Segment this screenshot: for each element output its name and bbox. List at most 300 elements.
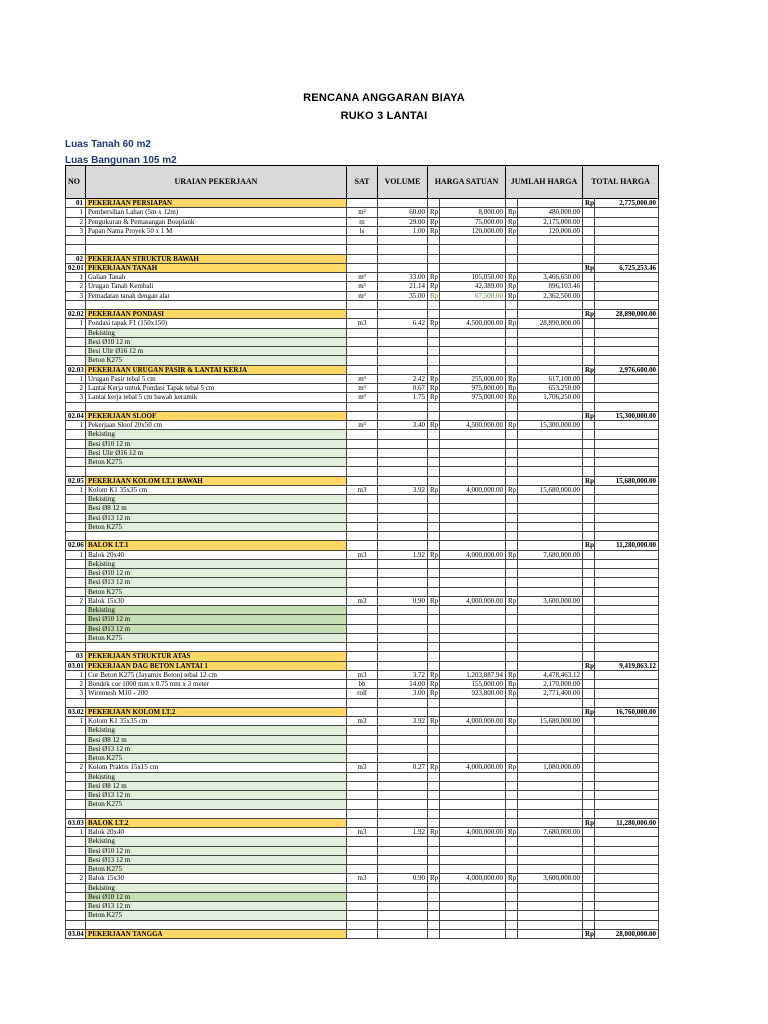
row-description: Besi Ø13 12 m bbox=[86, 744, 347, 753]
row-amount bbox=[518, 800, 583, 809]
row-currency-amount bbox=[506, 837, 518, 846]
row-unit bbox=[347, 337, 378, 346]
subitem-row bbox=[66, 430, 659, 439]
col-header-jumlah-harga: JUMLAH HARGA bbox=[506, 166, 583, 199]
row-number: 1 bbox=[66, 828, 86, 837]
row-unit: m3 bbox=[347, 670, 378, 679]
row-currency-unit-price bbox=[428, 883, 440, 892]
row-number: 2 bbox=[66, 680, 86, 689]
row-currency-amount bbox=[506, 754, 518, 763]
row-description: Cor Beton K275 (Jayamix Beton) tebal 12 cm bbox=[86, 670, 347, 679]
row-unit bbox=[347, 245, 378, 254]
row-number: 3 bbox=[66, 291, 86, 300]
row-currency-total bbox=[583, 920, 595, 929]
row-amount bbox=[518, 726, 583, 735]
row-volume bbox=[378, 532, 428, 541]
row-currency-total bbox=[583, 254, 595, 263]
row-volume bbox=[378, 781, 428, 790]
subitem-row bbox=[66, 726, 659, 735]
row-volume: 1.75 bbox=[378, 393, 428, 402]
row-amount: 3,600,000.00 bbox=[518, 596, 583, 605]
row-amount bbox=[518, 754, 583, 763]
row-currency-amount bbox=[506, 735, 518, 744]
row-currency-total bbox=[583, 236, 595, 245]
row-currency-unit-price bbox=[428, 643, 440, 652]
row-currency-amount bbox=[506, 430, 518, 439]
row-currency-total: Rp bbox=[583, 929, 595, 938]
row-currency-total: Rp bbox=[583, 818, 595, 827]
subitem-row bbox=[66, 606, 659, 615]
row-currency-amount bbox=[506, 902, 518, 911]
item-row bbox=[66, 393, 659, 402]
row-currency-unit-price bbox=[428, 532, 440, 541]
row-volume bbox=[378, 199, 428, 208]
row-amount bbox=[518, 643, 583, 652]
row-number bbox=[66, 300, 86, 309]
row-total bbox=[595, 855, 659, 864]
row-unit-price bbox=[440, 615, 506, 624]
row-number: 2 bbox=[66, 596, 86, 605]
row-description: Wiremesh M10 - 200 bbox=[86, 689, 347, 698]
row-description: Besi Ø13 12 m bbox=[86, 855, 347, 864]
row-description: Bekisting bbox=[86, 726, 347, 735]
row-amount bbox=[518, 929, 583, 938]
row-currency-unit-price bbox=[428, 624, 440, 633]
row-unit-price bbox=[440, 356, 506, 365]
row-number bbox=[66, 448, 86, 457]
row-number bbox=[66, 578, 86, 587]
subitem-row bbox=[66, 754, 659, 763]
subitem-row bbox=[66, 448, 659, 457]
section-row bbox=[66, 365, 659, 374]
row-unit-price: 4,000,000.00 bbox=[440, 717, 506, 726]
row-total: 16,760,000.00 bbox=[595, 707, 659, 716]
subitem-row bbox=[66, 578, 659, 587]
subitem-row bbox=[66, 495, 659, 504]
row-number bbox=[66, 624, 86, 633]
row-description: Besi Ø10 12 m bbox=[86, 569, 347, 578]
row-currency-total bbox=[583, 245, 595, 254]
row-currency-total bbox=[583, 393, 595, 402]
row-unit bbox=[347, 587, 378, 596]
row-volume: 3.40 bbox=[378, 421, 428, 430]
row-number bbox=[66, 772, 86, 781]
row-currency-amount bbox=[506, 883, 518, 892]
row-unit-price: 975,000.00 bbox=[440, 384, 506, 393]
row-currency-total: Rp bbox=[583, 310, 595, 319]
row-total: 28,000,000.00 bbox=[595, 929, 659, 938]
subitem-row bbox=[66, 328, 659, 337]
row-description: Besi Ulir Ø16 12 m bbox=[86, 347, 347, 356]
row-volume bbox=[378, 698, 428, 707]
row-currency-amount: Rp bbox=[506, 208, 518, 217]
row-description: Bekisting bbox=[86, 430, 347, 439]
blank-row bbox=[66, 809, 659, 818]
row-amount bbox=[518, 458, 583, 467]
subitem-row bbox=[66, 846, 659, 855]
row-number bbox=[66, 606, 86, 615]
row-unit-price: 4,000,000.00 bbox=[440, 763, 506, 772]
row-currency-amount bbox=[506, 920, 518, 929]
item-row bbox=[66, 319, 659, 328]
row-volume: 6.42 bbox=[378, 319, 428, 328]
row-currency-total bbox=[583, 522, 595, 531]
row-currency-total: Rp bbox=[583, 365, 595, 374]
subitem-row bbox=[66, 633, 659, 642]
row-currency-amount: Rp bbox=[506, 226, 518, 235]
row-total bbox=[595, 374, 659, 383]
row-currency-unit-price: Rp bbox=[428, 670, 440, 679]
row-number: 03 bbox=[66, 652, 86, 661]
row-description: BALOK LT.1 bbox=[86, 541, 347, 550]
row-amount: 2,771,400.00 bbox=[518, 689, 583, 698]
row-amount bbox=[518, 541, 583, 550]
row-description: Bekisting bbox=[86, 772, 347, 781]
row-currency-total bbox=[583, 319, 595, 328]
row-currency-unit-price bbox=[428, 458, 440, 467]
row-description: PEKERJAAN KOLOM LT.1 BAWAH bbox=[86, 476, 347, 485]
section-row bbox=[66, 541, 659, 550]
row-description bbox=[86, 236, 347, 245]
subitem-row bbox=[66, 791, 659, 800]
row-amount bbox=[518, 328, 583, 337]
row-currency-amount: Rp bbox=[506, 319, 518, 328]
row-currency-amount: Rp bbox=[506, 763, 518, 772]
row-volume bbox=[378, 883, 428, 892]
row-amount bbox=[518, 310, 583, 319]
item-row bbox=[66, 874, 659, 883]
row-currency-unit-price bbox=[428, 522, 440, 531]
subitem-row bbox=[66, 356, 659, 365]
section-row bbox=[66, 254, 659, 263]
row-volume: 35.00 bbox=[378, 291, 428, 300]
row-total bbox=[595, 902, 659, 911]
row-unit-price bbox=[440, 754, 506, 763]
row-unit bbox=[347, 328, 378, 337]
row-volume bbox=[378, 559, 428, 568]
row-volume bbox=[378, 735, 428, 744]
row-unit-price bbox=[440, 495, 506, 504]
row-volume bbox=[378, 587, 428, 596]
row-amount bbox=[518, 254, 583, 263]
row-number: 1 bbox=[66, 319, 86, 328]
row-unit bbox=[347, 300, 378, 309]
row-description: Besi Ø10 12 m bbox=[86, 337, 347, 346]
row-unit-price bbox=[440, 430, 506, 439]
row-unit: m3 bbox=[347, 828, 378, 837]
row-currency-unit-price: Rp bbox=[428, 226, 440, 235]
row-number bbox=[66, 837, 86, 846]
row-volume bbox=[378, 347, 428, 356]
row-description: Besi Ø10 12 m bbox=[86, 439, 347, 448]
row-currency-total bbox=[583, 328, 595, 337]
row-currency-total bbox=[583, 902, 595, 911]
row-unit-price bbox=[440, 458, 506, 467]
row-number: 1 bbox=[66, 374, 86, 383]
row-number: 2 bbox=[66, 384, 86, 393]
row-currency-amount bbox=[506, 458, 518, 467]
row-volume bbox=[378, 522, 428, 531]
row-unit bbox=[347, 781, 378, 790]
row-unit: m³ bbox=[347, 273, 378, 282]
row-volume bbox=[378, 661, 428, 670]
row-total bbox=[595, 393, 659, 402]
row-description: Beton K275 bbox=[86, 911, 347, 920]
row-currency-total bbox=[583, 633, 595, 642]
row-amount bbox=[518, 300, 583, 309]
row-unit: m3 bbox=[347, 485, 378, 494]
row-number bbox=[66, 883, 86, 892]
row-volume bbox=[378, 911, 428, 920]
row-total bbox=[595, 911, 659, 920]
row-currency-amount: Rp bbox=[506, 680, 518, 689]
row-total bbox=[595, 883, 659, 892]
row-number: 01 bbox=[66, 199, 86, 208]
row-currency-unit-price bbox=[428, 513, 440, 522]
row-currency-total bbox=[583, 467, 595, 476]
row-currency-amount bbox=[506, 633, 518, 642]
row-volume bbox=[378, 495, 428, 504]
row-currency-unit-price: Rp bbox=[428, 374, 440, 383]
row-total: 28,890,000.00 bbox=[595, 310, 659, 319]
row-number bbox=[66, 754, 86, 763]
row-currency-unit-price bbox=[428, 310, 440, 319]
row-description: PEKERJAAN TANGGA bbox=[86, 929, 347, 938]
row-unit-price: 4,000,000.00 bbox=[440, 828, 506, 837]
row-total bbox=[595, 874, 659, 883]
row-currency-total bbox=[583, 504, 595, 513]
row-total bbox=[595, 245, 659, 254]
row-currency-amount bbox=[506, 818, 518, 827]
blank-row bbox=[66, 245, 659, 254]
subitem-row bbox=[66, 504, 659, 513]
row-unit-price: 8,000.00 bbox=[440, 208, 506, 217]
row-unit bbox=[347, 633, 378, 642]
row-currency-unit-price bbox=[428, 236, 440, 245]
row-total bbox=[595, 689, 659, 698]
row-currency-amount bbox=[506, 337, 518, 346]
row-currency-unit-price bbox=[428, 495, 440, 504]
item-row bbox=[66, 208, 659, 217]
row-currency-amount bbox=[506, 643, 518, 652]
row-total bbox=[595, 643, 659, 652]
row-currency-amount bbox=[506, 652, 518, 661]
row-number: 02.06 bbox=[66, 541, 86, 550]
row-unit: m bbox=[347, 217, 378, 226]
row-description: PEKERJAAN SLOOF bbox=[86, 411, 347, 420]
row-currency-amount bbox=[506, 411, 518, 420]
row-total bbox=[595, 550, 659, 559]
row-currency-total bbox=[583, 217, 595, 226]
row-unit-price bbox=[440, 707, 506, 716]
row-amount bbox=[518, 661, 583, 670]
row-unit bbox=[347, 791, 378, 800]
row-volume bbox=[378, 402, 428, 411]
row-unit-price bbox=[440, 365, 506, 374]
row-volume: 1.00 bbox=[378, 226, 428, 235]
row-currency-amount bbox=[506, 606, 518, 615]
table-header-row bbox=[66, 166, 659, 199]
row-volume: 0.90 bbox=[378, 874, 428, 883]
row-unit-price bbox=[440, 606, 506, 615]
row-currency-total bbox=[583, 726, 595, 735]
row-number: 3 bbox=[66, 226, 86, 235]
row-number: 02.01 bbox=[66, 263, 86, 272]
row-total bbox=[595, 680, 659, 689]
row-description: PEKERJAAN TANAH bbox=[86, 263, 347, 272]
row-currency-unit-price bbox=[428, 245, 440, 254]
row-currency-total bbox=[583, 892, 595, 901]
row-total bbox=[595, 670, 659, 679]
row-currency-total bbox=[583, 337, 595, 346]
row-total bbox=[595, 208, 659, 217]
row-unit-price bbox=[440, 522, 506, 531]
row-amount: 120,000.00 bbox=[518, 226, 583, 235]
row-amount bbox=[518, 624, 583, 633]
row-volume: 0.90 bbox=[378, 596, 428, 605]
row-volume bbox=[378, 513, 428, 522]
item-row bbox=[66, 282, 659, 291]
subitem-row bbox=[66, 458, 659, 467]
row-unit-price bbox=[440, 476, 506, 485]
row-unit bbox=[347, 411, 378, 420]
document-title: RENCANA ANGGARAN BIAYA bbox=[303, 92, 465, 104]
row-unit-price: 4,000,000.00 bbox=[440, 485, 506, 494]
row-currency-amount bbox=[506, 199, 518, 208]
row-unit bbox=[347, 652, 378, 661]
row-volume bbox=[378, 467, 428, 476]
row-unit-price bbox=[440, 513, 506, 522]
row-total bbox=[595, 328, 659, 337]
row-currency-amount bbox=[506, 541, 518, 550]
row-currency-unit-price bbox=[428, 439, 440, 448]
blank-row bbox=[66, 467, 659, 476]
row-currency-unit-price bbox=[428, 735, 440, 744]
blank-row bbox=[66, 920, 659, 929]
row-total bbox=[595, 717, 659, 726]
row-currency-unit-price bbox=[428, 559, 440, 568]
row-currency-total bbox=[583, 652, 595, 661]
row-description: Bekisting bbox=[86, 883, 347, 892]
row-currency-amount: Rp bbox=[506, 670, 518, 679]
subitem-row bbox=[66, 513, 659, 522]
item-row bbox=[66, 828, 659, 837]
row-number bbox=[66, 855, 86, 864]
row-unit-price bbox=[440, 504, 506, 513]
row-currency-amount bbox=[506, 855, 518, 864]
blank-row bbox=[66, 300, 659, 309]
row-total bbox=[595, 448, 659, 457]
row-currency-unit-price: Rp bbox=[428, 874, 440, 883]
row-unit bbox=[347, 846, 378, 855]
row-amount bbox=[518, 892, 583, 901]
row-description: Beton K275 bbox=[86, 587, 347, 596]
row-unit bbox=[347, 310, 378, 319]
row-total bbox=[595, 772, 659, 781]
row-description: Besi Ulir Ø16 12 m bbox=[86, 448, 347, 457]
row-volume bbox=[378, 643, 428, 652]
row-currency-amount bbox=[506, 236, 518, 245]
row-currency-amount bbox=[506, 624, 518, 633]
row-volume bbox=[378, 652, 428, 661]
row-currency-total bbox=[583, 874, 595, 883]
row-currency-amount bbox=[506, 911, 518, 920]
row-description: Lantai Kerja untuk Pondasi Tapak tebal 5 cm bbox=[86, 384, 347, 393]
row-currency-total bbox=[583, 384, 595, 393]
row-currency-unit-price bbox=[428, 365, 440, 374]
row-total bbox=[595, 809, 659, 818]
section-row bbox=[66, 818, 659, 827]
blank-row bbox=[66, 402, 659, 411]
row-unit bbox=[347, 578, 378, 587]
row-currency-total bbox=[583, 226, 595, 235]
subitem-row bbox=[66, 902, 659, 911]
row-number: 02.02 bbox=[66, 310, 86, 319]
row-unit-price: 42,389.00 bbox=[440, 282, 506, 291]
row-currency-unit-price bbox=[428, 476, 440, 485]
row-amount bbox=[518, 245, 583, 254]
row-amount: 7,680,000.00 bbox=[518, 828, 583, 837]
row-currency-unit-price bbox=[428, 199, 440, 208]
row-amount bbox=[518, 199, 583, 208]
row-currency-unit-price bbox=[428, 846, 440, 855]
row-amount bbox=[518, 865, 583, 874]
row-amount bbox=[518, 615, 583, 624]
row-description: Besi Ø10 12 m bbox=[86, 892, 347, 901]
section-row bbox=[66, 661, 659, 670]
row-number bbox=[66, 245, 86, 254]
row-currency-unit-price bbox=[428, 402, 440, 411]
subitem-row bbox=[66, 781, 659, 790]
row-description: PEKERJAAN PONDASI bbox=[86, 310, 347, 319]
row-currency-amount bbox=[506, 522, 518, 531]
row-currency-unit-price bbox=[428, 892, 440, 901]
row-amount bbox=[518, 365, 583, 374]
section-row bbox=[66, 199, 659, 208]
row-volume: 0.27 bbox=[378, 763, 428, 772]
row-amount bbox=[518, 504, 583, 513]
blank-row bbox=[66, 236, 659, 245]
row-amount bbox=[518, 707, 583, 716]
row-currency-amount: Rp bbox=[506, 217, 518, 226]
row-volume bbox=[378, 569, 428, 578]
row-currency-amount bbox=[506, 448, 518, 457]
row-unit-price bbox=[440, 929, 506, 938]
row-volume bbox=[378, 236, 428, 245]
row-number bbox=[66, 328, 86, 337]
row-currency-unit-price bbox=[428, 578, 440, 587]
row-number bbox=[66, 809, 86, 818]
row-currency-total bbox=[583, 772, 595, 781]
row-number: 02 bbox=[66, 254, 86, 263]
row-amount: 2,362,500.00 bbox=[518, 291, 583, 300]
row-currency-unit-price bbox=[428, 411, 440, 420]
row-unit bbox=[347, 522, 378, 531]
row-description: PEKERJAAN STRUKTUR ATAS bbox=[86, 652, 347, 661]
row-description bbox=[86, 402, 347, 411]
row-amount: 3,466,650.00 bbox=[518, 273, 583, 282]
row-volume bbox=[378, 772, 428, 781]
row-unit-price bbox=[440, 726, 506, 735]
row-total bbox=[595, 559, 659, 568]
row-total bbox=[595, 495, 659, 504]
row-volume: 14.00 bbox=[378, 680, 428, 689]
row-unit bbox=[347, 559, 378, 568]
land-area-label: Luas Tanah 60 m2 bbox=[65, 139, 151, 150]
col-header-volume: VOLUME bbox=[378, 166, 428, 199]
row-number: 03.04 bbox=[66, 929, 86, 938]
row-currency-amount bbox=[506, 929, 518, 938]
